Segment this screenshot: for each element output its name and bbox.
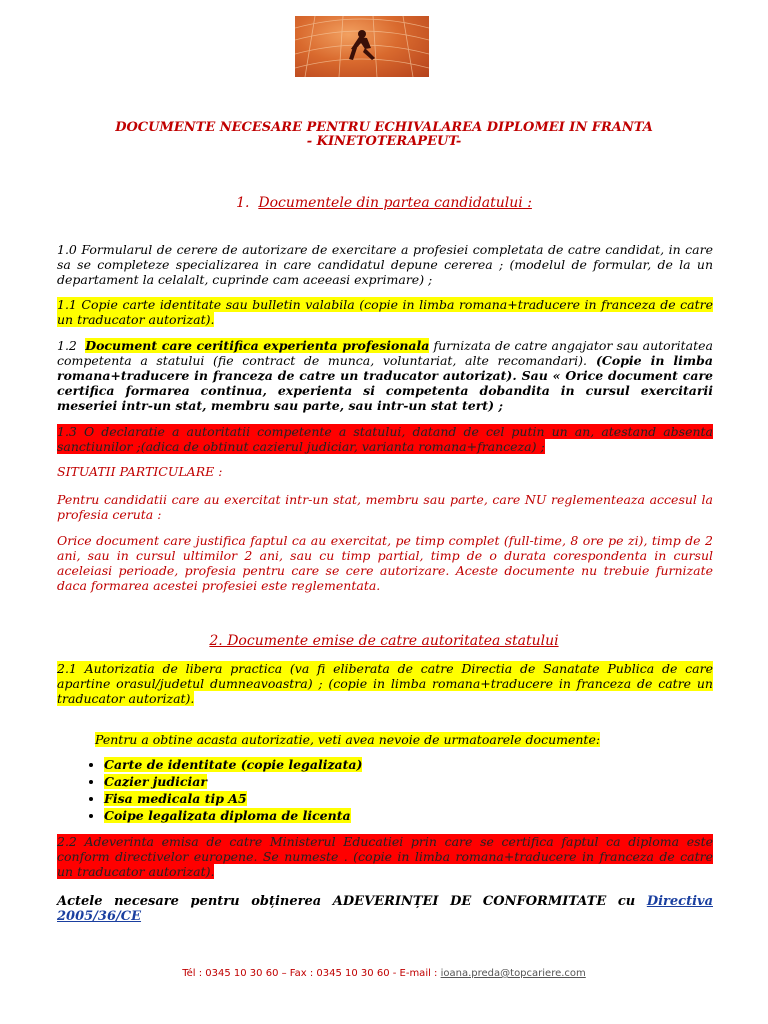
paragraph-2-2 bbox=[57, 834, 713, 879]
section1-heading bbox=[60, 195, 708, 211]
special-situations-title: SITUATII PARTICULARE : bbox=[57, 464, 223, 479]
section2-heading-text: 2. Documente emise de catre autoritatea statului bbox=[209, 633, 559, 649]
paragraph-1-0: 1.0 Formularul de cerere de autorizare de exercitare a profesiei completata de catre candidat, in care sa se completeze specializarea in care candidatul depune cererea ; (modelul de formular, de la un departament la celalalt, cuprinde cam aceeasi exprimare) ; bbox=[57, 242, 713, 287]
list-item: • Fisa medicala tip A5 bbox=[104, 790, 362, 807]
section1-heading-text: Documentele din partea candidatului : bbox=[258, 195, 532, 211]
footer-contact bbox=[60, 968, 708, 979]
paragraph-1-3-text: 1.3 O declaratie a autoritatii competente a statului, datand de cel putin un an, atestand absenta sanctiunilor ;(adica de obtinut cazierul judiciar, varianta romana+franceza) ; bbox=[57, 424, 713, 454]
needed-documents-intro-text: Pentru a obtine acasta autorizatie, veti avea nevoie de urmatoarele documente: bbox=[95, 732, 601, 747]
directive-link[interactable]: Directiva 2005/36/CE bbox=[57, 894, 713, 924]
required-documents-list bbox=[80, 756, 362, 824]
conformity-documents-text: Actele necesare pentru obținerea ADEVERINȚEI DE CONFORMITATE cu bbox=[57, 894, 647, 909]
footer-contact-text: Tél : 0345 10 30 60 – Fax : 0345 10 30 60 - E-mail : bbox=[182, 968, 441, 979]
conformity-documents-line bbox=[57, 894, 713, 924]
document-title-line1: DOCUMENTE NECESARE PENTRU ECHIVALAREA DIPLOMEI IN FRANTA bbox=[115, 120, 653, 135]
section2-heading bbox=[60, 633, 708, 649]
list-item: • Cazier judiciar bbox=[104, 773, 362, 790]
special-situations-paragraph-2: Orice document care justifica faptul ca au exercitat, pe timp complet (full-time, 8 ore pe zi), timp de 2 ani, sau in cursul ultimilor 2 ani, sau cu timp partial, timp de o durata corespondenta in cursul aceleiasi perioade, profesia pentru care se cere autorizare. Aceste documente nu trebuie furnizate daca formarea acestei profesiei este reglementata. bbox=[57, 533, 713, 593]
paragraph-1-2 bbox=[57, 338, 713, 413]
paragraph-2-2-text: 2.2 Adeverinta emisa de catre Ministerul Educatiei prin care se certifica faptul ca diploma este conform directivelor europene. Se numeste . (copie in limba romana+traducere in franceza de catre un traducator autorizat). bbox=[57, 834, 713, 879]
paragraph-1-1-text: 1.1 Copie carte identitate sau bulletin valabila (copie in limba romana+traducere in franceza de catre un traducator autorizat). bbox=[57, 297, 713, 327]
runner-logo-icon bbox=[295, 16, 429, 77]
paragraph-1-2-emphasis: Document care ceritifica experienta profesionala bbox=[85, 338, 430, 353]
paragraph-1-3 bbox=[57, 424, 713, 454]
needed-documents-intro bbox=[95, 732, 715, 747]
paragraph-1-2-label: 1.2 bbox=[57, 338, 77, 353]
paragraph-2-1 bbox=[57, 661, 713, 706]
paragraph-2-1-text: 2.1 Autorizatia de libera practica (va fi eliberata de catre Directia de Sanatate Publica de care apartine orasul/judetul dumneavoastra) ; (copie in limba romana+traducere in franceza de catre un traducator autorizat). bbox=[57, 661, 713, 706]
paragraph-1-2-rest: (Copie in limba romana+traducere in franceza de catre un traducator autorizat). Sau « Orice document care certifica formarea continua, experienta si competenta dobandita in cursul exercitarii meseriei intr-un stat, membru sau parte, sau intr-un stat tert) ; bbox=[57, 353, 713, 413]
list-item: • Coipe legalizata diploma de licenta bbox=[104, 807, 362, 824]
section1-heading-number: 1. bbox=[236, 195, 250, 211]
header-logo-image bbox=[295, 16, 429, 77]
special-situations-paragraph-1: Pentru candidatii care au exercitat intr-un stat, membru sau parte, care NU reglementeaza accesul la profesia ceruta : bbox=[57, 492, 713, 522]
paragraph-1-2-detail: furnizata de catre angajator sau autoritatea competenta a statului (fie contract de munca, voluntariat, alte recomandari). bbox=[57, 338, 714, 368]
document-title-line2: - KINETOTERAPEUT- bbox=[306, 134, 462, 149]
list-item: • Carte de identitate (copie legalizata) bbox=[104, 756, 362, 773]
footer-email-link[interactable]: ioana.preda@topcariere.com bbox=[440, 968, 586, 979]
paragraph-1-1 bbox=[57, 297, 713, 327]
